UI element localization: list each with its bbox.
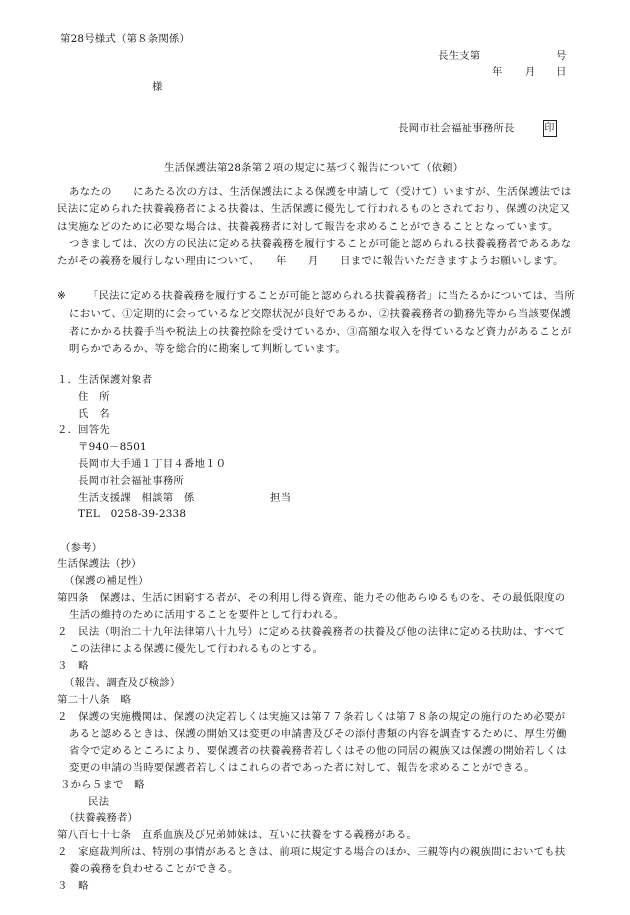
document-title: 生活保護法第28条第２項の規定に基づく報告について（依頼） bbox=[164, 162, 464, 174]
addressee-suffix: 様 bbox=[152, 81, 163, 93]
body-paragraph-2-cont bbox=[57, 253, 564, 271]
law-title-seikatsu: 生活保護法（抄） bbox=[57, 558, 142, 570]
date-day: 日 bbox=[556, 66, 567, 78]
article-line: ２ 保護の実施機関は、保護の決定若しくは実施又は第７７条若しくは第７８条の規定の施行のため必要が bbox=[57, 711, 566, 723]
article-line: 第四条 保護は、生活に困窮する者が、その利用し得る資産、能力その他あらゆるものを、その最低限度の bbox=[57, 592, 566, 604]
article-line: 第八百七十七条 直系血族及び兄弟姉妹は、互いに扶養をする義務がある。 bbox=[57, 829, 418, 841]
postal-code: 〒940－8501 bbox=[78, 441, 147, 453]
doc-number-suffix: 号 bbox=[556, 50, 567, 62]
item-1-heading: １．生活保護対象者 bbox=[57, 374, 153, 386]
item-1-name-label: 氏 名 bbox=[78, 408, 110, 420]
article-line: ３から５まで 略 bbox=[60, 779, 145, 791]
item-1-address-label: 住 所 bbox=[78, 391, 110, 403]
body-paragraph-1-cont bbox=[57, 201, 570, 236]
article-heading: （保護の補足性） bbox=[64, 575, 149, 587]
article-line: 変更の申請の当時要保護者若しくはこれらの者であった者に対して、報告を求めることができる。 bbox=[69, 762, 535, 774]
article-line: ２ 家庭裁判所は、特別の事情があるときは、前項に規定する場合のほか、三親等内の親族間においても扶 bbox=[57, 846, 566, 858]
doc-number-prefix: 長生支第 bbox=[438, 50, 481, 62]
note-line: 「民法に定める扶養義務を履行することが可能と認められる扶養義務者」に当たるかについては、当所 bbox=[88, 290, 575, 302]
law-title-minpo: 民法 bbox=[88, 796, 110, 808]
article-line: 省令で定めるところにより、要保護者の扶養義務者若しくはその他の同居の親族又は保護の開始若しくは bbox=[69, 745, 567, 757]
form-number: 第28号様式（第８条関係） bbox=[60, 33, 191, 45]
section-name: 生活支援課 相談第 係 bbox=[78, 492, 195, 504]
article-line: ２ 民法（明治二十九年法律第八十九号）に定める扶養義務者の扶養及び他の法律に定める扶助は、すべて bbox=[57, 626, 566, 638]
note-line: 明らかであるか、等を総合的に勘案して判断しています。 bbox=[69, 343, 347, 355]
body-paragraph-1 bbox=[69, 184, 571, 202]
body-line: たがその義務を履行しない理由について、 年 月 日までに報告いただきますようお願いします。 bbox=[57, 255, 564, 267]
article-heading: （報告、調査及び検診） bbox=[64, 677, 181, 689]
article-line: ３ 略 bbox=[57, 660, 89, 672]
note-body bbox=[69, 306, 571, 359]
sender-name: 長岡市社会福祉事務所長 bbox=[398, 122, 515, 135]
sender bbox=[398, 120, 557, 138]
article-heading: （扶養義務者） bbox=[64, 812, 139, 824]
note-line: において、①定期的に会っているなど交際状況が良好であるか、②扶養義務者の勤務先等から当該要保護 bbox=[69, 308, 572, 320]
note-mark: ※ bbox=[57, 290, 66, 302]
office-address: 長岡市大手通１丁目４番地１０ bbox=[78, 458, 227, 470]
article-line: ３ 略 bbox=[57, 880, 89, 892]
body-line: あなたの にあたる次の方は、生活保護法による保護を申請して（受けて）いますが、生活保護法では bbox=[69, 186, 572, 198]
body-line: は実施などのために必要な場合は、扶養義務者に対して報告を求めることができることとなっています。 bbox=[57, 220, 559, 233]
body-line: 民法に定められた扶養義務者による扶養は、生活保護に優先して行われるものとされており、保護の決定又 bbox=[57, 203, 571, 215]
seal-mark: 印 bbox=[543, 120, 557, 137]
article-line: あると認めるときは、保護の開始又は変更の申請書及びその添付書類の内容を調査するために、厚生労働 bbox=[69, 728, 567, 740]
item-2-heading: ２．回答先 bbox=[57, 424, 110, 436]
tanto-label: 担当 bbox=[270, 492, 292, 504]
body-paragraph-2 bbox=[69, 236, 571, 254]
article-line: 第二十八条 略 bbox=[57, 694, 132, 706]
date-month: 月 bbox=[525, 66, 536, 78]
reference-heading: （参考） bbox=[60, 542, 103, 554]
date-year: 年 bbox=[492, 66, 503, 78]
article-line: この法律による保護に優先して行われるものとする。 bbox=[69, 643, 324, 655]
office-tel: TEL 0258-39-2338 bbox=[78, 508, 187, 520]
body-line: つきましては、次の方の民法に定める扶養義務を履行することが可能と認められる扶養義務者であるあな bbox=[69, 238, 572, 250]
note-line: 者にかかる扶養手当や税法上の扶養控除を受けているか、③高額な収入を得ているなど資力があることが bbox=[69, 325, 572, 338]
office-name: 長岡市社会福祉事務所 bbox=[78, 475, 184, 487]
article-line: 養の義務を負わせることができる。 bbox=[69, 863, 239, 875]
article-line: 生活の維持のために活用することを要件として行われる。 bbox=[69, 609, 345, 621]
